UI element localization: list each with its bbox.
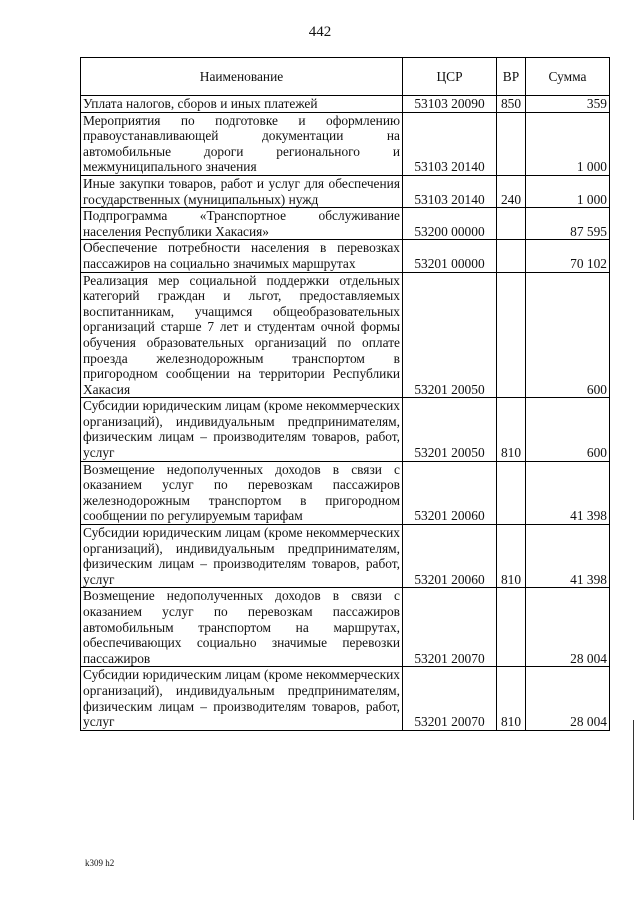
row-name: Субсидии юридическим лицам (кроме некоммерческих организаций), индивидуальным предпринимателям, физическим лицам – производителям товаров, работ, услуг [81,667,403,730]
row-sum: 41 398 [526,461,610,524]
table-header-row [81,58,610,96]
page-number: 442 [308,24,332,40]
row-sum: 87 595 [526,208,610,240]
row-csr: 53200 00000 [403,208,497,240]
row-name: Иные закупки товаров, работ и услуг для обеспечения государственных (муниципальных) нужд [81,175,403,207]
footer-code: k309 h2 [85,858,115,868]
budget-table [80,57,610,731]
row-vr [497,461,526,524]
table-row [81,588,610,667]
table-row [81,96,610,113]
row-sum: 600 [526,272,610,398]
row-sum: 28 004 [526,667,610,730]
row-name: Субсидии юридическим лицам (кроме некоммерческих организаций), индивидуальным предпринимателям, физическим лицам – производителям товаров, работ, услуг [81,525,403,588]
row-vr: 850 [497,96,526,113]
row-name: Уплата налогов, сборов и иных платежей [81,96,403,113]
row-vr: 240 [497,175,526,207]
table-row [81,208,610,240]
table-row [81,112,610,175]
table-row [81,175,610,207]
row-csr: 53103 20140 [403,175,497,207]
row-vr: 810 [497,525,526,588]
row-sum: 359 [526,96,610,113]
row-vr: 810 [497,398,526,461]
row-sum: 600 [526,398,610,461]
row-name: Подпрограмма «Транспортное обслуживание населения Республики Хакасия» [81,208,403,240]
row-csr: 53201 20050 [403,272,497,398]
header-name: Наименование [81,58,403,96]
table-row [81,525,610,588]
row-sum: 1 000 [526,175,610,207]
row-csr: 53201 20060 [403,461,497,524]
row-name: Субсидии юридическим лицам (кроме некоммерческих организаций), индивидуальным предпринимателям, физическим лицам – производителям товаров, работ, услуг [81,398,403,461]
table-row [81,272,610,398]
row-csr: 53201 20060 [403,525,497,588]
row-vr [497,208,526,240]
header-vr: ВР [497,58,526,96]
row-vr: 810 [497,667,526,730]
row-sum: 28 004 [526,588,610,667]
header-sum: Сумма [526,58,610,96]
row-vr [497,272,526,398]
row-sum: 41 398 [526,525,610,588]
row-csr: 53103 20090 [403,96,497,113]
row-vr [497,112,526,175]
table-row [81,398,610,461]
header-csr: ЦСР [403,58,497,96]
row-csr: 53103 20140 [403,112,497,175]
table-row [81,667,610,730]
row-csr: 53201 20070 [403,667,497,730]
row-name: Мероприятия по подготовке и оформлению правоустанавливающей документации на автомобильные дороги регионального и межмуниципального значения [81,112,403,175]
row-csr: 53201 00000 [403,240,497,272]
row-name: Реализация мер социальной поддержки отдельных категорий граждан и льгот, предоставляемых воспитанникам, учащимся общеобразовательных организаций старше 7 лет и студентам очной формы обучения образовательных организаций по оплате проезда железнодорожным транспортом в пригородном сообщении на территории Республики Хакасия [81,272,403,398]
row-name: Возмещение недополученных доходов в связи с оказанием услуг по перевозкам пассажиров железнодорожным транспортом в пригородном сообщении по регулируемым тарифам [81,461,403,524]
row-csr: 53201 20050 [403,398,497,461]
row-name: Возмещение недополученных доходов в связи с оказанием услуг по перевозкам пассажиров автомобильным транспортом на маршрутах, обеспечивающих социально значимые перевозки пассажиров [81,588,403,667]
row-name: Обеспечение потребности населения в перевозках пассажиров на социально значимых маршрутах [81,240,403,272]
row-csr: 53201 20070 [403,588,497,667]
scan-edge-line [633,720,634,820]
row-sum: 70 102 [526,240,610,272]
row-vr [497,588,526,667]
row-sum: 1 000 [526,112,610,175]
table-row [81,461,610,524]
row-vr [497,240,526,272]
table-row [81,240,610,272]
